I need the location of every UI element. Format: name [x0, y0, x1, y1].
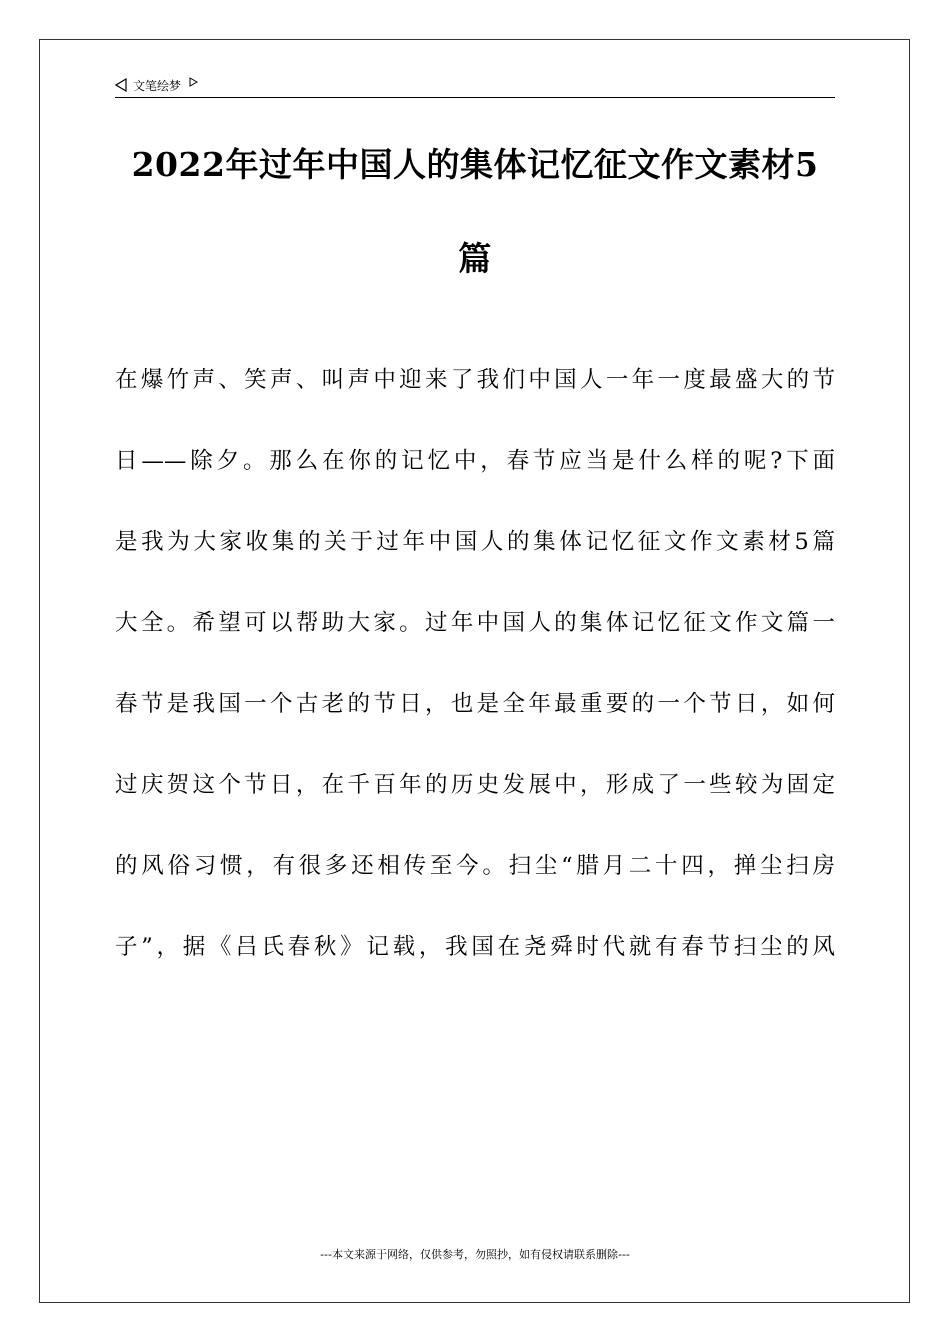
page-header — [115, 74, 835, 96]
header-brand: 文笔绘梦 — [133, 78, 182, 93]
body-line-3: 是我为大家收集的关于过年中国人的集体记忆征文作文素材5篇 — [115, 529, 835, 555]
document-title — [115, 118, 835, 306]
body-line-5: 春节是我国一个古老的节日，也是全年最重要的一个节日，如何 — [115, 691, 835, 717]
body-line-8: 子”，据《吕氏春秋》记载，我国在尧舜时代就有春节扫尘的风 — [115, 934, 835, 960]
document-body — [115, 340, 835, 988]
body-line-4: 大全。希望可以帮助大家。过年中国人的集体记忆征文作文篇一 — [115, 610, 835, 636]
header-divider — [115, 97, 835, 98]
title-line-2: 篇 — [458, 239, 492, 278]
body-line-7: 的风俗习惯，有很多还相传至今。扫尘“腊月二十四，掸尘扫房 — [115, 853, 835, 879]
body-line-6: 过庆贺这个节日，在千百年的历史发展中，形成了一些较为固定 — [115, 772, 835, 798]
body-line-1: 在爆竹声、笑声、叫声中迎来了我们中国人一年一度最盛大的节 — [115, 367, 835, 393]
body-line-2: 日——除夕。那么在你的记忆中，春节应当是什么样的呢?下面 — [115, 448, 835, 474]
footer-disclaimer: ---本文来源于网络，仅供参考，勿照抄，如有侵权请联系删除--- — [320, 1248, 630, 1261]
triangle-left-icon — [115, 78, 127, 92]
triangle-right-icon — [189, 77, 198, 87]
title-line-1: 2022年过年中国人的集体记忆征文作文素材5 — [131, 145, 819, 184]
